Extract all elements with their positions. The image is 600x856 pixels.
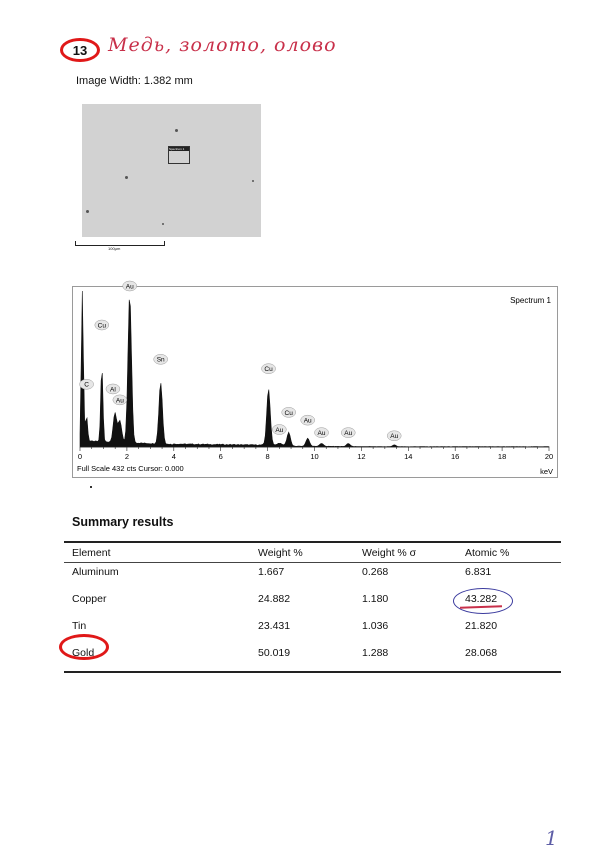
column-header: Weight % σ [354, 542, 457, 563]
sem-particle [86, 210, 89, 213]
gold-highlight-ring [59, 634, 109, 660]
table-header-row [64, 542, 561, 563]
table-cell: 24.882 [258, 593, 291, 605]
peak-label [95, 320, 109, 330]
dot-mark [90, 486, 92, 488]
x-tick-label: 16 [451, 452, 460, 461]
eds-spectrum-chart [72, 283, 558, 478]
peak-label-text: Au [125, 283, 134, 291]
spectrum-footer: Full Scale 432 cts Cursor: 0.000 [77, 464, 184, 473]
peak-label [123, 281, 137, 291]
table-cell: 1.180 [362, 593, 389, 605]
x-tick-label: 12 [357, 452, 366, 461]
peak-label-text: Au [344, 430, 353, 438]
table-cell: 50.019 [250, 644, 354, 672]
peak-label-text: Au [115, 397, 124, 405]
table-cell: 28.068 [457, 644, 561, 672]
peak-label-text: Au [275, 426, 284, 434]
spectrum-trace [80, 291, 549, 447]
peak-label [387, 431, 401, 441]
table-cell: 23.431 [258, 620, 291, 632]
table-row [64, 644, 561, 672]
peak-label [106, 384, 120, 394]
table-cell: Aluminum [72, 566, 119, 578]
table-cell: 1.036 [362, 620, 389, 632]
x-tick-label: 0 [77, 452, 83, 461]
spectrum-plot-area [80, 291, 549, 447]
x-tick-label: 2 [124, 452, 129, 461]
peak-label-text: Al [110, 386, 116, 394]
x-axis-label: keV [540, 467, 553, 476]
table-cell: 43.282 [465, 593, 498, 605]
corner-page-number: 1 [545, 826, 558, 850]
peak-label-text: C [84, 381, 89, 389]
x-tick-label: 20 [544, 452, 554, 461]
image-width-label: Image Width: 1.382 mm [76, 75, 193, 87]
table-cell: 21.820 [465, 620, 498, 632]
table-cell: Tin [72, 620, 87, 632]
table-cell: Gold [64, 644, 250, 672]
peak-label [154, 354, 168, 364]
column-header: Atomic % [457, 542, 561, 563]
handwritten-note: Медь, золото, олово [108, 34, 337, 56]
x-tick-label: 18 [497, 452, 507, 461]
page-number-badge [60, 38, 100, 62]
sem-micrograph [82, 104, 261, 237]
summary-title: Summary results [72, 515, 174, 529]
peak-label [301, 415, 315, 425]
spectrum-region-label: Spectrum 1 [169, 147, 189, 151]
peak-label [272, 425, 286, 435]
sem-particle [162, 223, 164, 225]
peak-label [341, 428, 355, 438]
x-tick-label: 14 [404, 452, 413, 461]
sem-particle [175, 129, 178, 132]
table-cell: 6.831 [465, 566, 492, 578]
x-tick-label: 6 [218, 452, 223, 461]
copper-atomic-highlight-ring [453, 588, 513, 614]
x-tick-label: 8 [265, 452, 270, 461]
peak-label-text: Au [390, 433, 399, 441]
peak-label-text: Au [303, 417, 312, 425]
page-number: 13 [72, 42, 88, 58]
x-tick-label: 4 [171, 452, 176, 461]
peak-label-text: Sn [156, 356, 165, 364]
table-cell: 1.667 [258, 566, 285, 578]
x-tick-label: 10 [310, 452, 319, 461]
x-axis [78, 447, 553, 461]
sem-particle [125, 176, 128, 179]
peak-label-text: Cu [264, 366, 273, 374]
table-row [64, 617, 561, 644]
peak-label [282, 407, 296, 417]
spectrum-svg [73, 283, 557, 477]
column-header: Element [64, 542, 250, 563]
spectrum-region-box [168, 146, 190, 164]
scale-bar-label: 100µm [108, 246, 121, 251]
table-cell: 0.268 [362, 566, 389, 578]
table-cell: Copper [72, 593, 107, 605]
sem-particle [252, 180, 254, 182]
table-cell: 1.288 [354, 644, 457, 672]
peak-label [113, 395, 127, 405]
peak-label-text: Cu [97, 322, 106, 330]
peak-label-text: Cu [284, 409, 293, 417]
peak-label [315, 428, 329, 438]
peak-label [262, 364, 276, 374]
peak-label-text: Au [317, 430, 326, 438]
spectrum-title: Spectrum 1 [510, 296, 551, 305]
column-header: Weight % [250, 542, 354, 563]
peak-label [80, 379, 94, 389]
table-row [64, 563, 561, 591]
